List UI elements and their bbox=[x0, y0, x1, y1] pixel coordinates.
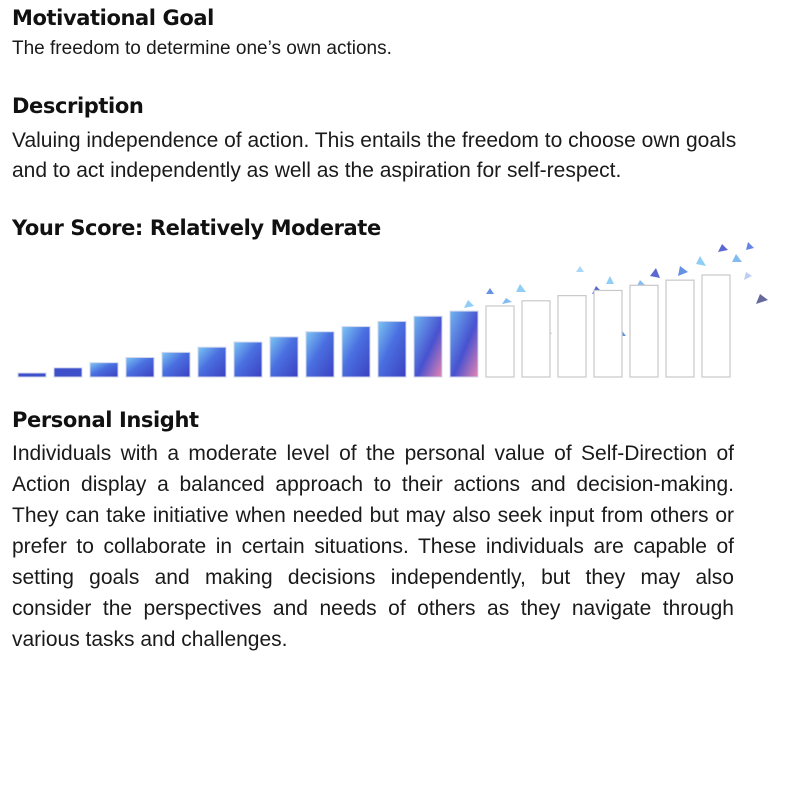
filled-bar bbox=[306, 332, 334, 377]
decorative-shard bbox=[464, 300, 474, 308]
empty-bar bbox=[630, 285, 658, 377]
filled-bar bbox=[90, 363, 118, 377]
filled-bar bbox=[162, 352, 190, 377]
decorative-shard bbox=[696, 256, 706, 266]
empty-bar bbox=[486, 306, 514, 377]
empty-bar bbox=[594, 290, 622, 377]
decorative-shard bbox=[576, 266, 584, 272]
description-heading: Description bbox=[12, 94, 144, 118]
motivational-goal-text: The freedom to determine one’s own actions. bbox=[12, 38, 392, 59]
score-bar-chart bbox=[0, 236, 788, 386]
score-heading: Your Score: Relatively Moderate bbox=[12, 216, 381, 240]
filled-bar bbox=[450, 311, 478, 377]
empty-bar bbox=[702, 275, 730, 377]
filled-bar bbox=[198, 347, 226, 377]
personal-insight-heading: Personal Insight bbox=[12, 408, 199, 432]
decorative-shard bbox=[746, 242, 754, 250]
filled-bar bbox=[126, 358, 154, 377]
empty-bar bbox=[666, 280, 694, 377]
decorative-shard bbox=[516, 284, 526, 292]
decorative-shard bbox=[486, 288, 494, 294]
decorative-shard bbox=[756, 294, 768, 304]
personal-insight-text: Individuals with a moderate level of the personal value of Self-Direction of Action display a balanced approach to their actions and decision-making. They can take initiative when needed but may also seek input from others or prefer to collaborate in certain situations. These individuals are capable of setting goals and making decisions independently, but they may also consider the perspectives and needs of others as they navigate through various tasks and challenges. bbox=[12, 442, 734, 651]
filled-bar bbox=[234, 342, 262, 377]
filled-bar bbox=[378, 321, 406, 377]
filled-bar bbox=[18, 373, 46, 377]
decorative-shard bbox=[718, 244, 728, 252]
decorative-shard bbox=[502, 298, 512, 304]
filled-bar bbox=[270, 337, 298, 377]
filled-bar bbox=[414, 316, 442, 377]
empty-bar bbox=[522, 301, 550, 377]
bars-group bbox=[18, 275, 730, 377]
filled-bar bbox=[54, 368, 82, 377]
decorative-shard bbox=[744, 272, 752, 280]
decorative-shard bbox=[606, 276, 614, 284]
decorative-shard bbox=[678, 266, 688, 276]
description-text: Valuing independence of action. This entails the freedom to choose own goals and to act independently as well as the aspiration for self-respect. bbox=[12, 129, 737, 182]
filled-bar bbox=[342, 327, 370, 377]
empty-bar bbox=[558, 296, 586, 377]
motivational-goal-heading: Motivational Goal bbox=[12, 6, 214, 30]
decorative-shard bbox=[650, 268, 660, 278]
decorative-shard bbox=[732, 254, 742, 262]
